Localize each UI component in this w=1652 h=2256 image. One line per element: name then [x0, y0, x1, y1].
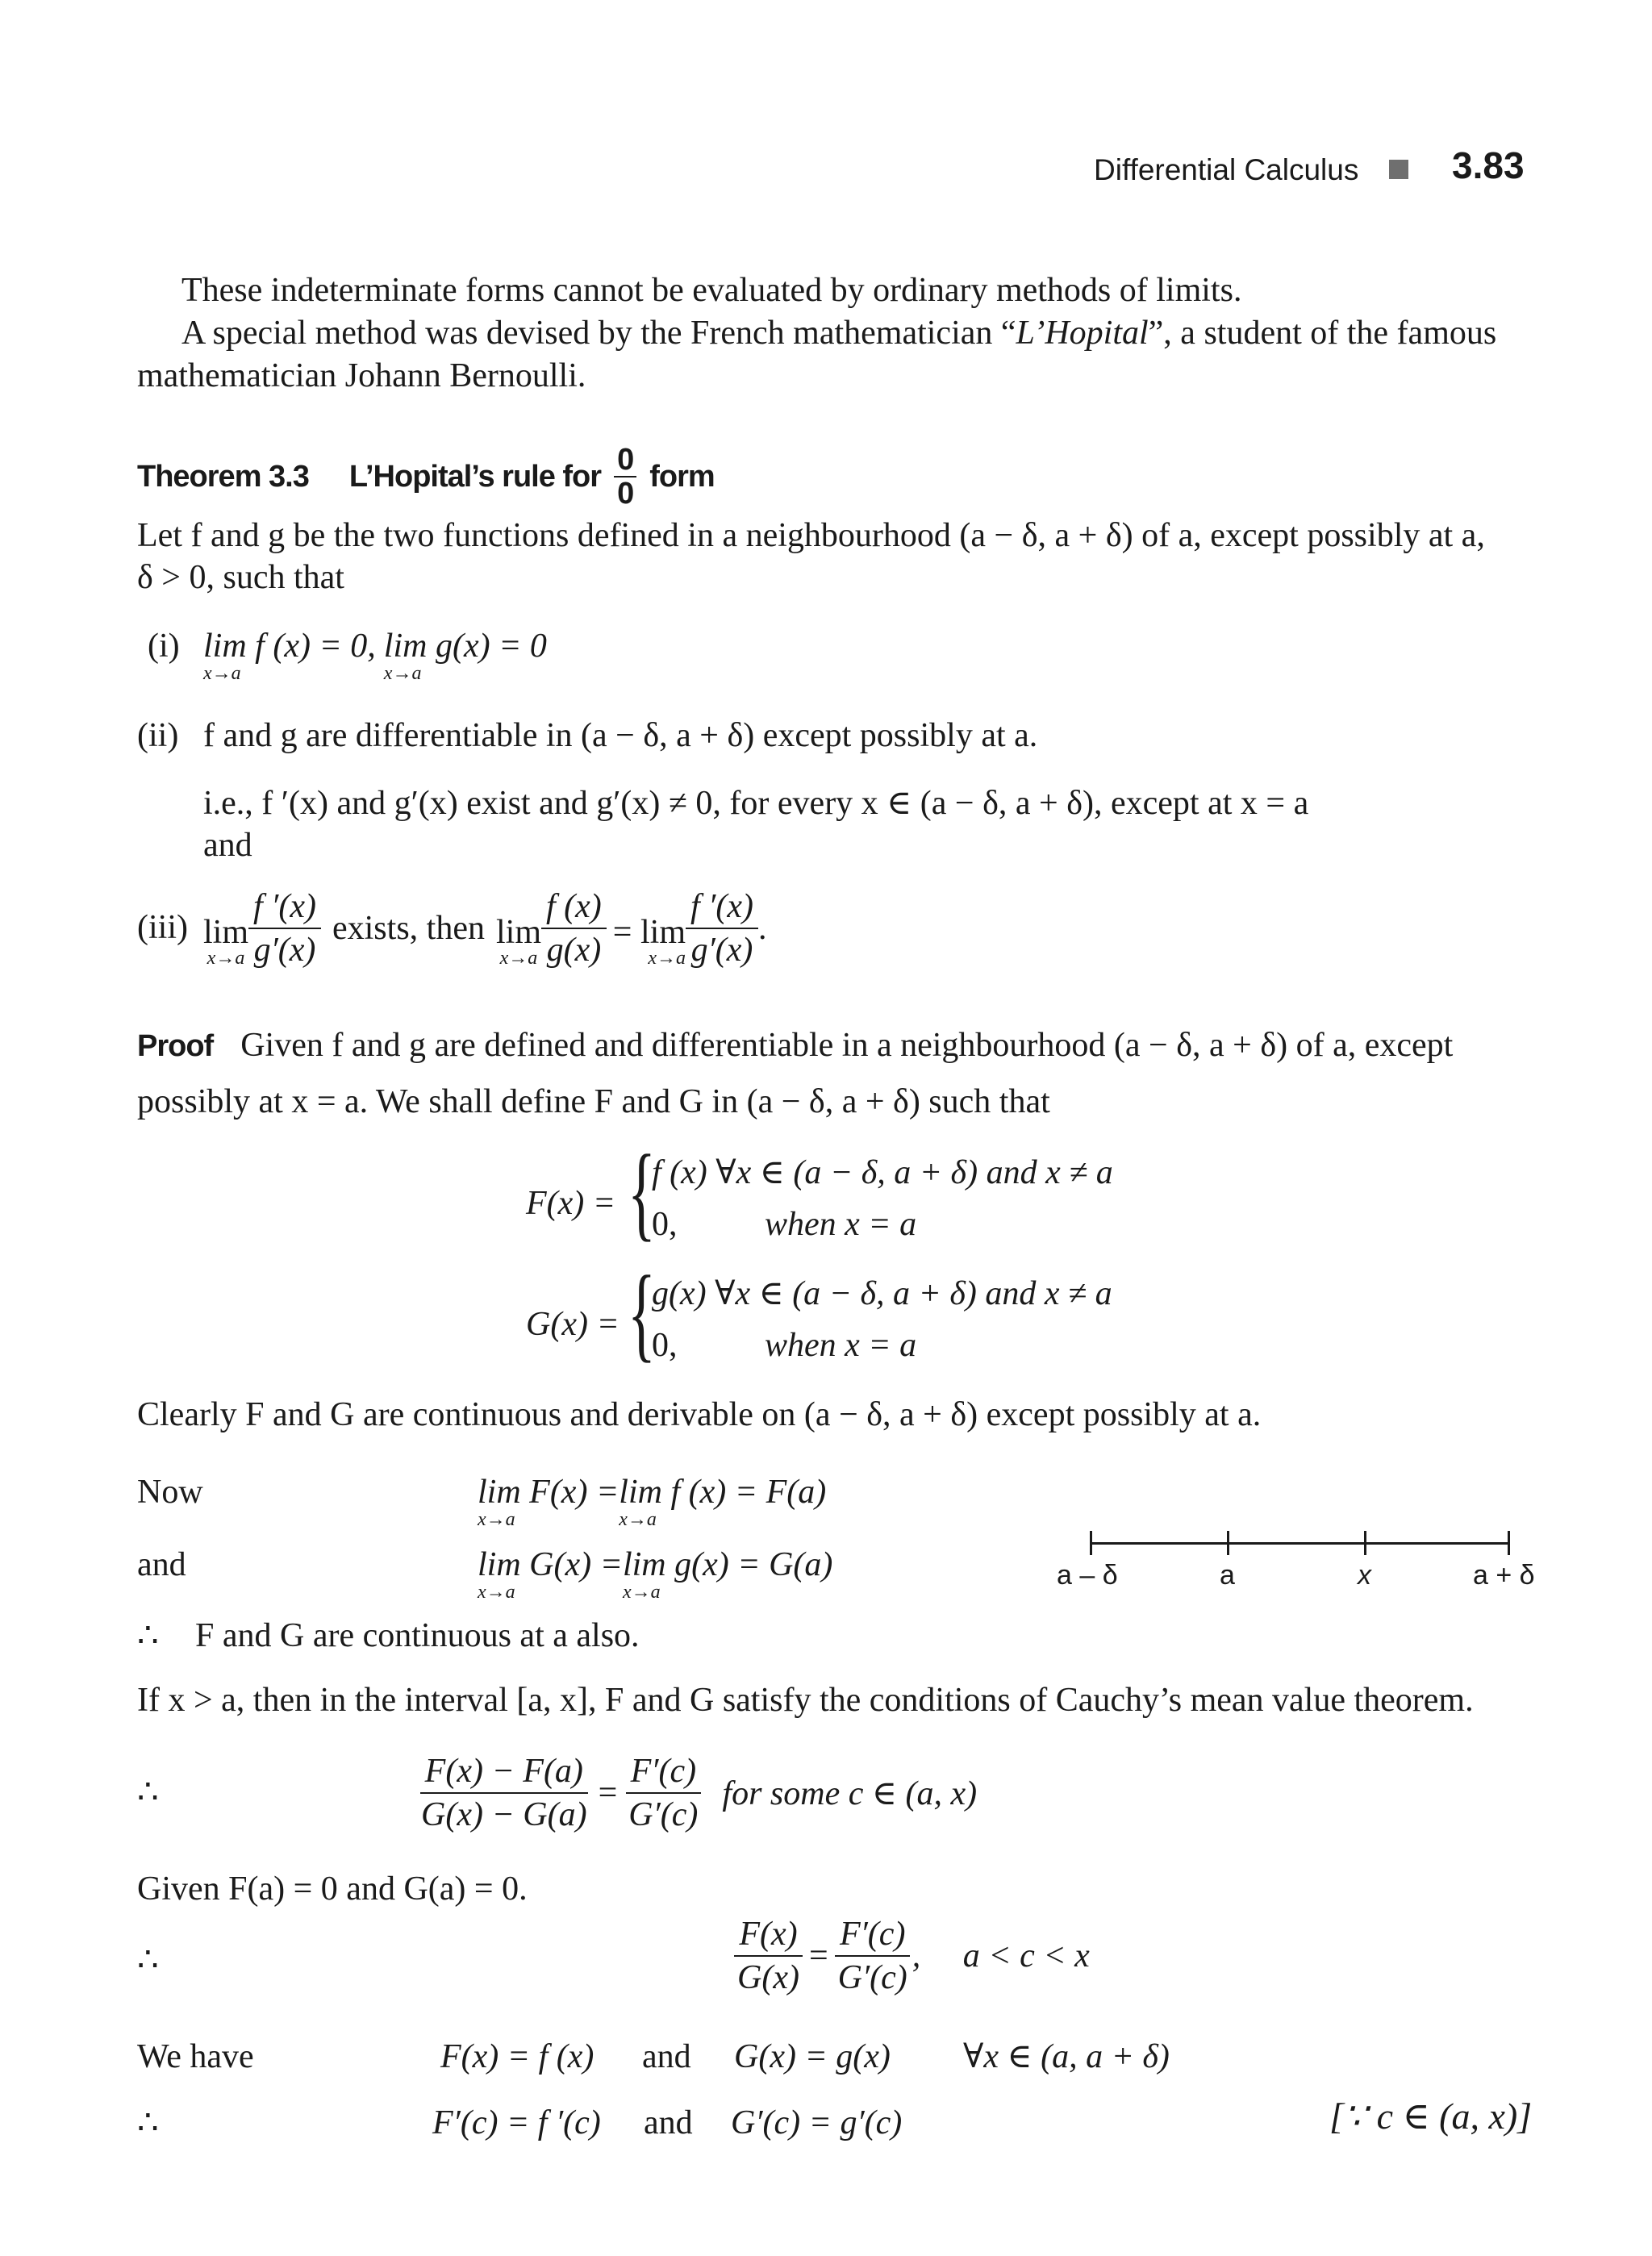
- F-case-1: f (x) ∀x ∈ (a − δ, a + δ) and x ≠ a: [652, 1154, 1113, 1191]
- proof-line-1: Proof Given f and g are defined and differentiable in a neighbourhood (a − δ, a + δ) of a, except: [137, 1027, 1454, 1064]
- because-note: [∵ c ∈ (a, x)]: [1329, 2095, 1533, 2137]
- now-label: Now: [137, 1474, 203, 1511]
- condition-2: f and g are differentiable in (a − δ, a + δ) except possibly at a.: [203, 717, 1038, 754]
- continuous-at-a: F and G are continuous at a also.: [195, 1617, 640, 1654]
- and-equation: lim G(x) = x→a lim g(x) = G(a) x→a: [478, 1546, 833, 1603]
- if-line: If x > a, then in the interval [a, x], F and G satisfy the conditions of Cauchy’s mean value theorem.: [137, 1682, 1474, 1719]
- G-brace: {: [628, 1253, 656, 1372]
- G-definition-lhs: G(x) =: [526, 1306, 620, 1343]
- G-case-2-value: 0,: [652, 1327, 678, 1364]
- number-line-label-a-plus-delta: a + δ: [1473, 1560, 1535, 1591]
- statement-line-1: Let f and g be the two functions defined in a neighbourhood (a − δ, a + δ) of a, except possibly at a,: [137, 517, 1485, 554]
- ratio-equation: $\frac{F(x)}{G(x)}$ = $\frac{F'(c)}{G'(c)}$ , a < c < x: [732, 1913, 1090, 1999]
- number-line-label-a: a: [1220, 1560, 1235, 1591]
- therefore-symbol: ∴: [137, 1774, 159, 1811]
- page-number: 3.83: [1452, 144, 1525, 186]
- intro-line-3: mathematician Johann Bernoulli.: [137, 357, 586, 394]
- therefore-symbol: ∴: [137, 1617, 159, 1654]
- number-line-axis: [1091, 1542, 1510, 1545]
- derivative-G: G′(c) = g′(c): [731, 2104, 903, 2141]
- F-definition-lhs: F(x) =: [526, 1185, 616, 1222]
- number-line-label-x: x: [1358, 1560, 1371, 1591]
- cmvt-equation: $\frac{F(x) - F(a)}{G(x) - G(a)}$ = $\frac{F'(c)}{G'(c)}$ for some c ∈ (a, x): [416, 1750, 977, 1836]
- condition-1-label: (i): [148, 628, 180, 665]
- intro-line-2: A special method was devised by the French mathematician “L’Hopital”, a student of the famous: [181, 315, 1497, 352]
- running-header-title: Differential Calculus: [1094, 153, 1359, 186]
- number-line-tick: [1364, 1531, 1366, 1555]
- we-have-domain: ∀x ∈ (a, a + δ): [963, 2038, 1170, 2075]
- condition-3-label: (iii): [137, 909, 188, 946]
- F-case-2-value: 0,: [652, 1206, 678, 1243]
- clearly-line: Clearly F and G are continuous and derivable on (a − δ, a + δ) except possibly at a.: [137, 1396, 1262, 1433]
- number-line-label-a-minus-delta: a – δ: [1057, 1560, 1118, 1591]
- therefore-symbol: ∴: [137, 1941, 159, 1979]
- condition-2-ie: i.e., f ′(x) and g′(x) exist and g′(x) ≠ 0, for every x ∈ (a − δ, a + δ), except at x = a: [203, 785, 1309, 822]
- number-line-tick: [1508, 1531, 1510, 1555]
- now-equation: lim F(x) = x→a lim f (x) = F(a) x→a: [478, 1474, 827, 1530]
- theorem-fraction: 0 0: [614, 444, 636, 510]
- we-have-G: G(x) = g(x): [734, 2038, 891, 2075]
- and-label: and: [137, 1546, 186, 1583]
- theorem-label: Theorem 3.3: [137, 459, 309, 494]
- G-case-1: g(x) ∀x ∈ (a − δ, a + δ) and x ≠ a: [652, 1275, 1112, 1312]
- derivative-F: F′(c) = f ′(c): [432, 2104, 601, 2141]
- derivative-and: and: [644, 2104, 693, 2141]
- condition-1: lim f (x) = 0, x→a lim g(x) = 0 x→a: [203, 628, 547, 684]
- proof-line-2: possibly at x = a. We shall define F and G in (a − δ, a + δ) such that: [137, 1083, 1050, 1120]
- theorem-title: L’Hopital’s rule for: [348, 459, 602, 494]
- statement-line-2: δ > 0, such that: [137, 559, 344, 596]
- G-case-2-condition: when x = a: [765, 1327, 917, 1364]
- condition-2-and: and: [203, 827, 252, 864]
- given-line: Given F(a) = 0 and G(a) = 0.: [137, 1870, 528, 1908]
- therefore-symbol: ∴: [137, 2104, 159, 2141]
- intro-line-1: These indeterminate forms cannot be evaluated by ordinary methods of limits.: [181, 272, 1242, 309]
- we-have-label: We have: [137, 2038, 254, 2075]
- F-case-2-condition: when x = a: [765, 1206, 917, 1243]
- theorem-heading: Theorem 3.3 L’Hopital’s rule for 0 0 form: [137, 443, 715, 511]
- we-have-F: F(x) = f (x): [440, 2038, 594, 2075]
- number-line-tick: [1227, 1531, 1229, 1555]
- condition-2-label: (ii): [137, 717, 179, 754]
- F-brace: {: [628, 1132, 656, 1251]
- header-square-icon: [1389, 160, 1408, 179]
- condition-3: lim x→a $\frac{f '(x)}{g'(x)}$ exists, then lim x→a $\frac{f (x)}{g(x)}$ = lim x→a $\frac{f '(x)}{g'(x)}$ .: [203, 886, 766, 971]
- we-have-and: and: [642, 2038, 691, 2075]
- number-line-tick: [1090, 1531, 1092, 1555]
